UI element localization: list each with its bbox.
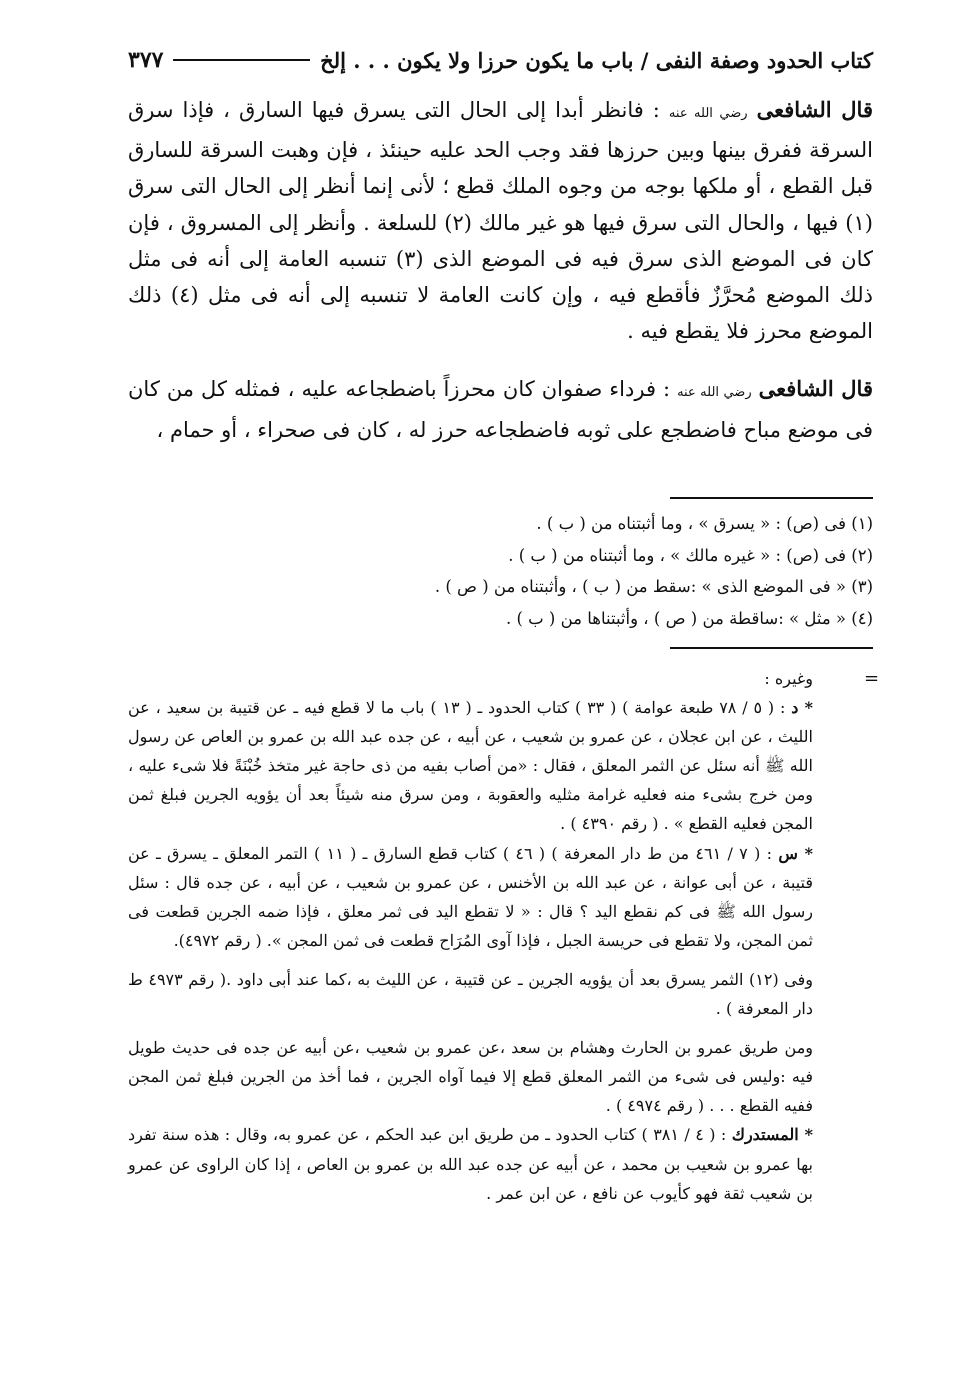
takhrij-notes xyxy=(128,664,813,1208)
paragraph-1-text: : فانظر أبدا إلى الحال التى يسرق فيها السارق ، فإذا سرق السرقة ففرق بينها وبين حرزها فقد وجب الحد عليه حينئذ ، فإن وهبت السرقة للسارق قبل القطع ، أو ملكها بوجه من وجوه الملك قطع ؛ لأنى إنما أنظر إلى الحال التى سرق (١) فيها ، والحال التى سرق فيها هو غير مالك (٢) للسلعة . وأنظر إلى المسروق ، فإن كان فى الموضع الذى سرق فيه فى الموضع الذى (٣) تنسبه العامة إلى أنه فى مثل ذلك الموضع مُحرَّزٌ فأقطع فيه ، وإن كانت العامة لا تنسبه إلى أنه فى مثل (٤) ذلك الموضع محرز فلا يقطع فيه . xyxy=(128,98,873,344)
notes-lead: وغيره : xyxy=(764,669,813,688)
paragraph-2-text: : فرداء صفوان كان محرزاً باضطجاعه عليه ، فمثله كل من كان فى موضع مباح فاضطجع على ثوبه فاضطجاعه حرز له ، كان فى صحراء ، أو حمام ، xyxy=(128,377,873,442)
main-text xyxy=(128,92,873,448)
honorific-glyph: رضي الله عنه xyxy=(668,106,748,121)
source-marker: * المستدرك xyxy=(731,1125,814,1145)
header-rule xyxy=(173,59,310,61)
notes-separator xyxy=(670,647,873,649)
note-nasai xyxy=(128,839,813,955)
source-marker: * د xyxy=(791,698,813,718)
note-abu-dawud xyxy=(128,693,813,838)
footnote-4: (٤) « مثل » :ساقطة من ( ص ) ، وأثبتناها من ( ب ) . xyxy=(505,608,873,628)
note-text: : ( ٤ / ٣٨١ ) كتاب الحدود ـ من طريق ابن عبد الحكم ، عن عمرو به، وقال : هذه سنة تفرد بها عمرو بن شعيب بن محمد ، عن أبيه عن جده عبد الله بن عمرو بن العاص ، إذا كان الراوى عن عمرو بن شعيب ثقة فهو كأيوب عن نافع ، عن ابن عمر . xyxy=(128,1125,813,1203)
honorific-glyph: رضي الله عنه xyxy=(677,385,752,401)
header-title: كتاب الحدود وصفة النفى / باب ما يكون حرزا ولا يكون . . . إلخ xyxy=(320,47,873,73)
continuation-mark: = xyxy=(864,668,880,689)
footnote-1: (١) فى (ص) : « يسرق » ، وما أثبتناه من ( ب ) . xyxy=(536,514,873,533)
note-text: : ( ٥ / ٧٨ طبعة عوامة ) ( ٣٣ ) كتاب الحدود ـ ( ١٣ ) باب ما لا قطع فيه ـ عن قتيبة بن سعيد ، عن الليث ، عن ابن عجلان ، عن عمرو بن شعيب ، عن أبيه ، عن جده عبد الله بن عمرو بن العاص عن رسول الله ﷺ أنه سئل عن الثمر المعلق ، فقال : «من أصاب بفيه من ذى حاجة غير متخذ خُبْنَةً فلا شىء عليه ، ومن خرج بشىء منه فعليه غرامة مثليه والعقوبة ، ومن سرق منه شيئاً بعد أن يؤويه الجرين فبلغ ثمن المجن فعليه القطع » . ( رقم ٤٣٩٠ ) . xyxy=(128,698,813,834)
running-header xyxy=(128,40,873,80)
paragraph-2 xyxy=(128,371,873,447)
speaker-label: قال الشافعى xyxy=(756,97,873,122)
note-amr-ibn-al-harith: ومن طريق عمرو بن الحارث وهشام بن سعد ،عن عمرو بن شعيب ،عن أبيه عن جده فى حديث طويل فيه :وليس فى شىء من الثمر المعلق قطع إلا فيما آواه الجرين ، فما أخذ من الجرين فبلغ ثمن المجن ففيه القطع . . . ( رقم ٤٩٧٤ ) . xyxy=(128,1038,813,1116)
speaker-label: قال الشافعى xyxy=(758,376,873,402)
footnote-separator xyxy=(670,497,873,499)
note-nasai-12: وفى (١٢) الثمر يسرق بعد أن يؤويه الجرين ـ عن قتيبة ، عن الليث به ،كما عند أبى داود .( رقم ٤٩٧٣ ط دار المعرفة ) . xyxy=(128,969,813,1019)
footnote-3: (٣) « فى الموضع الذى » :سقط من ( ب ) ، وأثبتناه من ( ص ) . xyxy=(434,577,873,596)
paragraph-1 xyxy=(128,92,873,349)
footnote-2: (٢) فى (ص) : « غيره مالك » ، وما أثبتناه من ( ب ) . xyxy=(508,545,873,565)
footnotes xyxy=(128,508,873,634)
note-mustadrak xyxy=(128,1120,813,1207)
page-number: ٣٧٧ xyxy=(128,47,164,73)
source-marker: * س xyxy=(778,843,813,863)
note-text: : ( ٧ / ٤٦١ من ط دار المعرفة ) ( ٤٦ ) كتاب قطع السارق ـ ( ١١ ) التمر المعلق ـ يسرق ـ عن قتيبة ، عن أبى عوانة ، عن عبد الله بن الأخنس ، عن عمرو بن شعيب ، عن أبيه ، عن جده قال : سئل رسول الله ﷺ فى كم نقطع اليد ؟ قال : « لا تقطع اليد فى ثمر معلق ، فإذا ضمه الجرين قطعت فى ثمن المجن، ولا تقطع فى حريسة الجبل ، فإذا آوى المُرَاح قطعت فى ثمن المجن ». ( رقم ٤٩٧٢). xyxy=(128,843,813,950)
